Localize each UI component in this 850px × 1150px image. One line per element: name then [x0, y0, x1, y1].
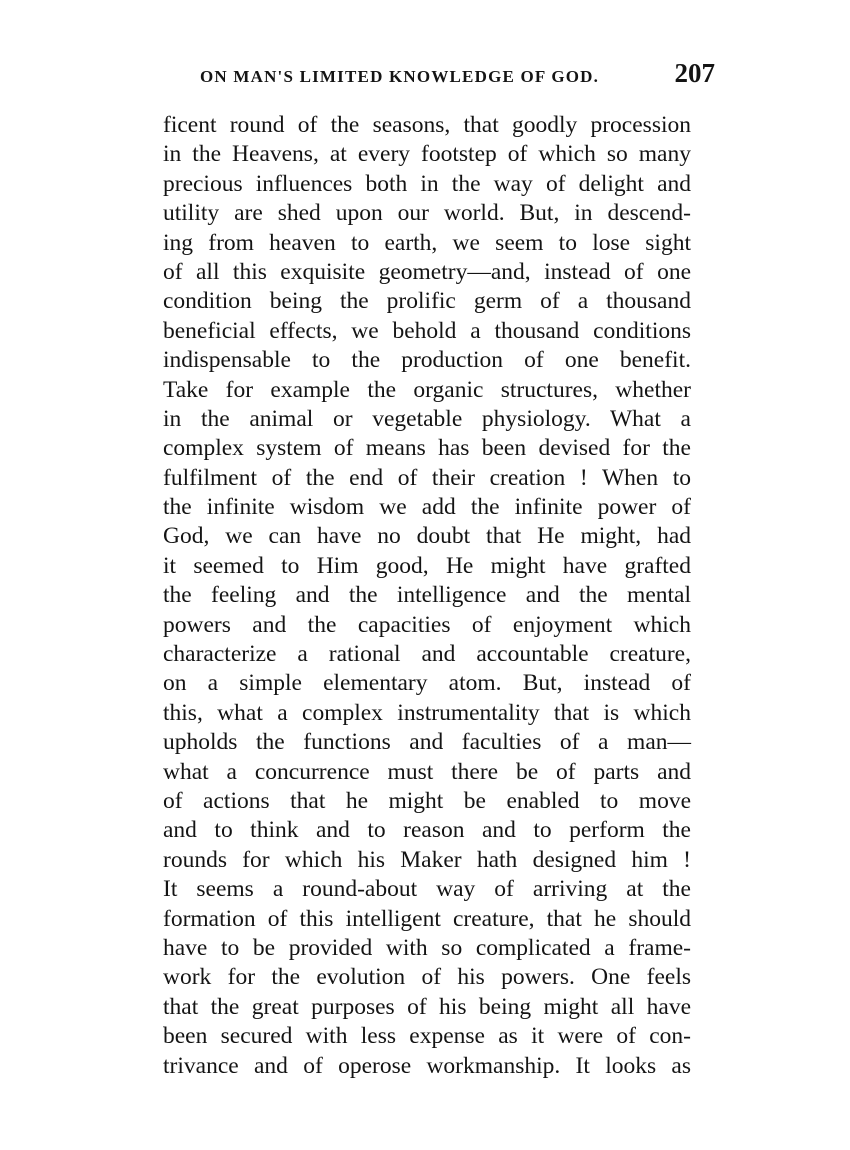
text-line: Take for example the organic structures, whether — [163, 376, 691, 403]
text-line: work for the evolution of his powers. One feels — [163, 964, 691, 991]
text-line: on a simple elementary atom. But, instead of — [163, 670, 691, 697]
text-line: trivance and of operose workmanship. It looks as — [163, 1052, 691, 1079]
running-title: ON MAN'S LIMITED KNOWLEDGE OF GOD. — [200, 67, 600, 86]
text-line: formation of this intelligent creature, that he should — [163, 905, 691, 932]
body-text — [163, 111, 691, 1081]
text-line: complex system of means has been devised for the — [163, 435, 691, 462]
text-line: have to be provided with so complicated a frame- — [163, 934, 691, 961]
text-line: in the animal or vegetable physiology. What a — [163, 405, 691, 432]
text-line: utility are shed upon our world. But, in descend- — [163, 200, 691, 227]
text-line: ing from heaven to earth, we seem to lose sight — [163, 229, 691, 256]
text-line: that the great purposes of his being might all have — [163, 993, 691, 1020]
text-line: precious influences both in the way of delight and — [163, 170, 691, 197]
text-line: fulfilment of the end of their creation ! When to — [163, 464, 691, 491]
text-line: and to think and to reason and to perform the — [163, 817, 691, 844]
text-line: what a concurrence must there be of parts and — [163, 758, 691, 785]
running-head — [200, 58, 715, 98]
text-line: condition being the prolific germ of a thousand — [163, 288, 691, 315]
text-line: been secured with less expense as it were of con- — [163, 1023, 691, 1050]
text-line: beneficial effects, we behold a thousand conditions — [163, 317, 691, 344]
text-line: this, what a complex instrumentality that is which — [163, 699, 691, 726]
text-line: in the Heavens, at every footstep of which so many — [163, 141, 691, 168]
text-line: It seems a round-about way of arriving at the — [163, 876, 691, 903]
text-line: the infinite wisdom we add the infinite power of — [163, 494, 691, 521]
text-line: of actions that he might be enabled to move — [163, 787, 691, 814]
text-line: indispensable to the production of one benefit. — [163, 347, 691, 374]
text-line: characterize a rational and accountable creature, — [163, 641, 691, 668]
text-line: the feeling and the intelligence and the mental — [163, 582, 691, 609]
text-line: upholds the functions and faculties of a man— — [163, 729, 691, 756]
text-line: powers and the capacities of enjoyment which — [163, 611, 691, 638]
text-line: God, we can have no doubt that He might, had — [163, 523, 691, 550]
text-line: rounds for which his Maker hath designed him ! — [163, 846, 691, 873]
page-number: 207 — [674, 58, 715, 88]
text-line: it seemed to Him good, He might have grafted — [163, 552, 691, 579]
text-line: of all this exquisite geometry—and, instead of one — [163, 258, 691, 285]
text-line: ficent round of the seasons, that goodly procession — [163, 112, 691, 138]
